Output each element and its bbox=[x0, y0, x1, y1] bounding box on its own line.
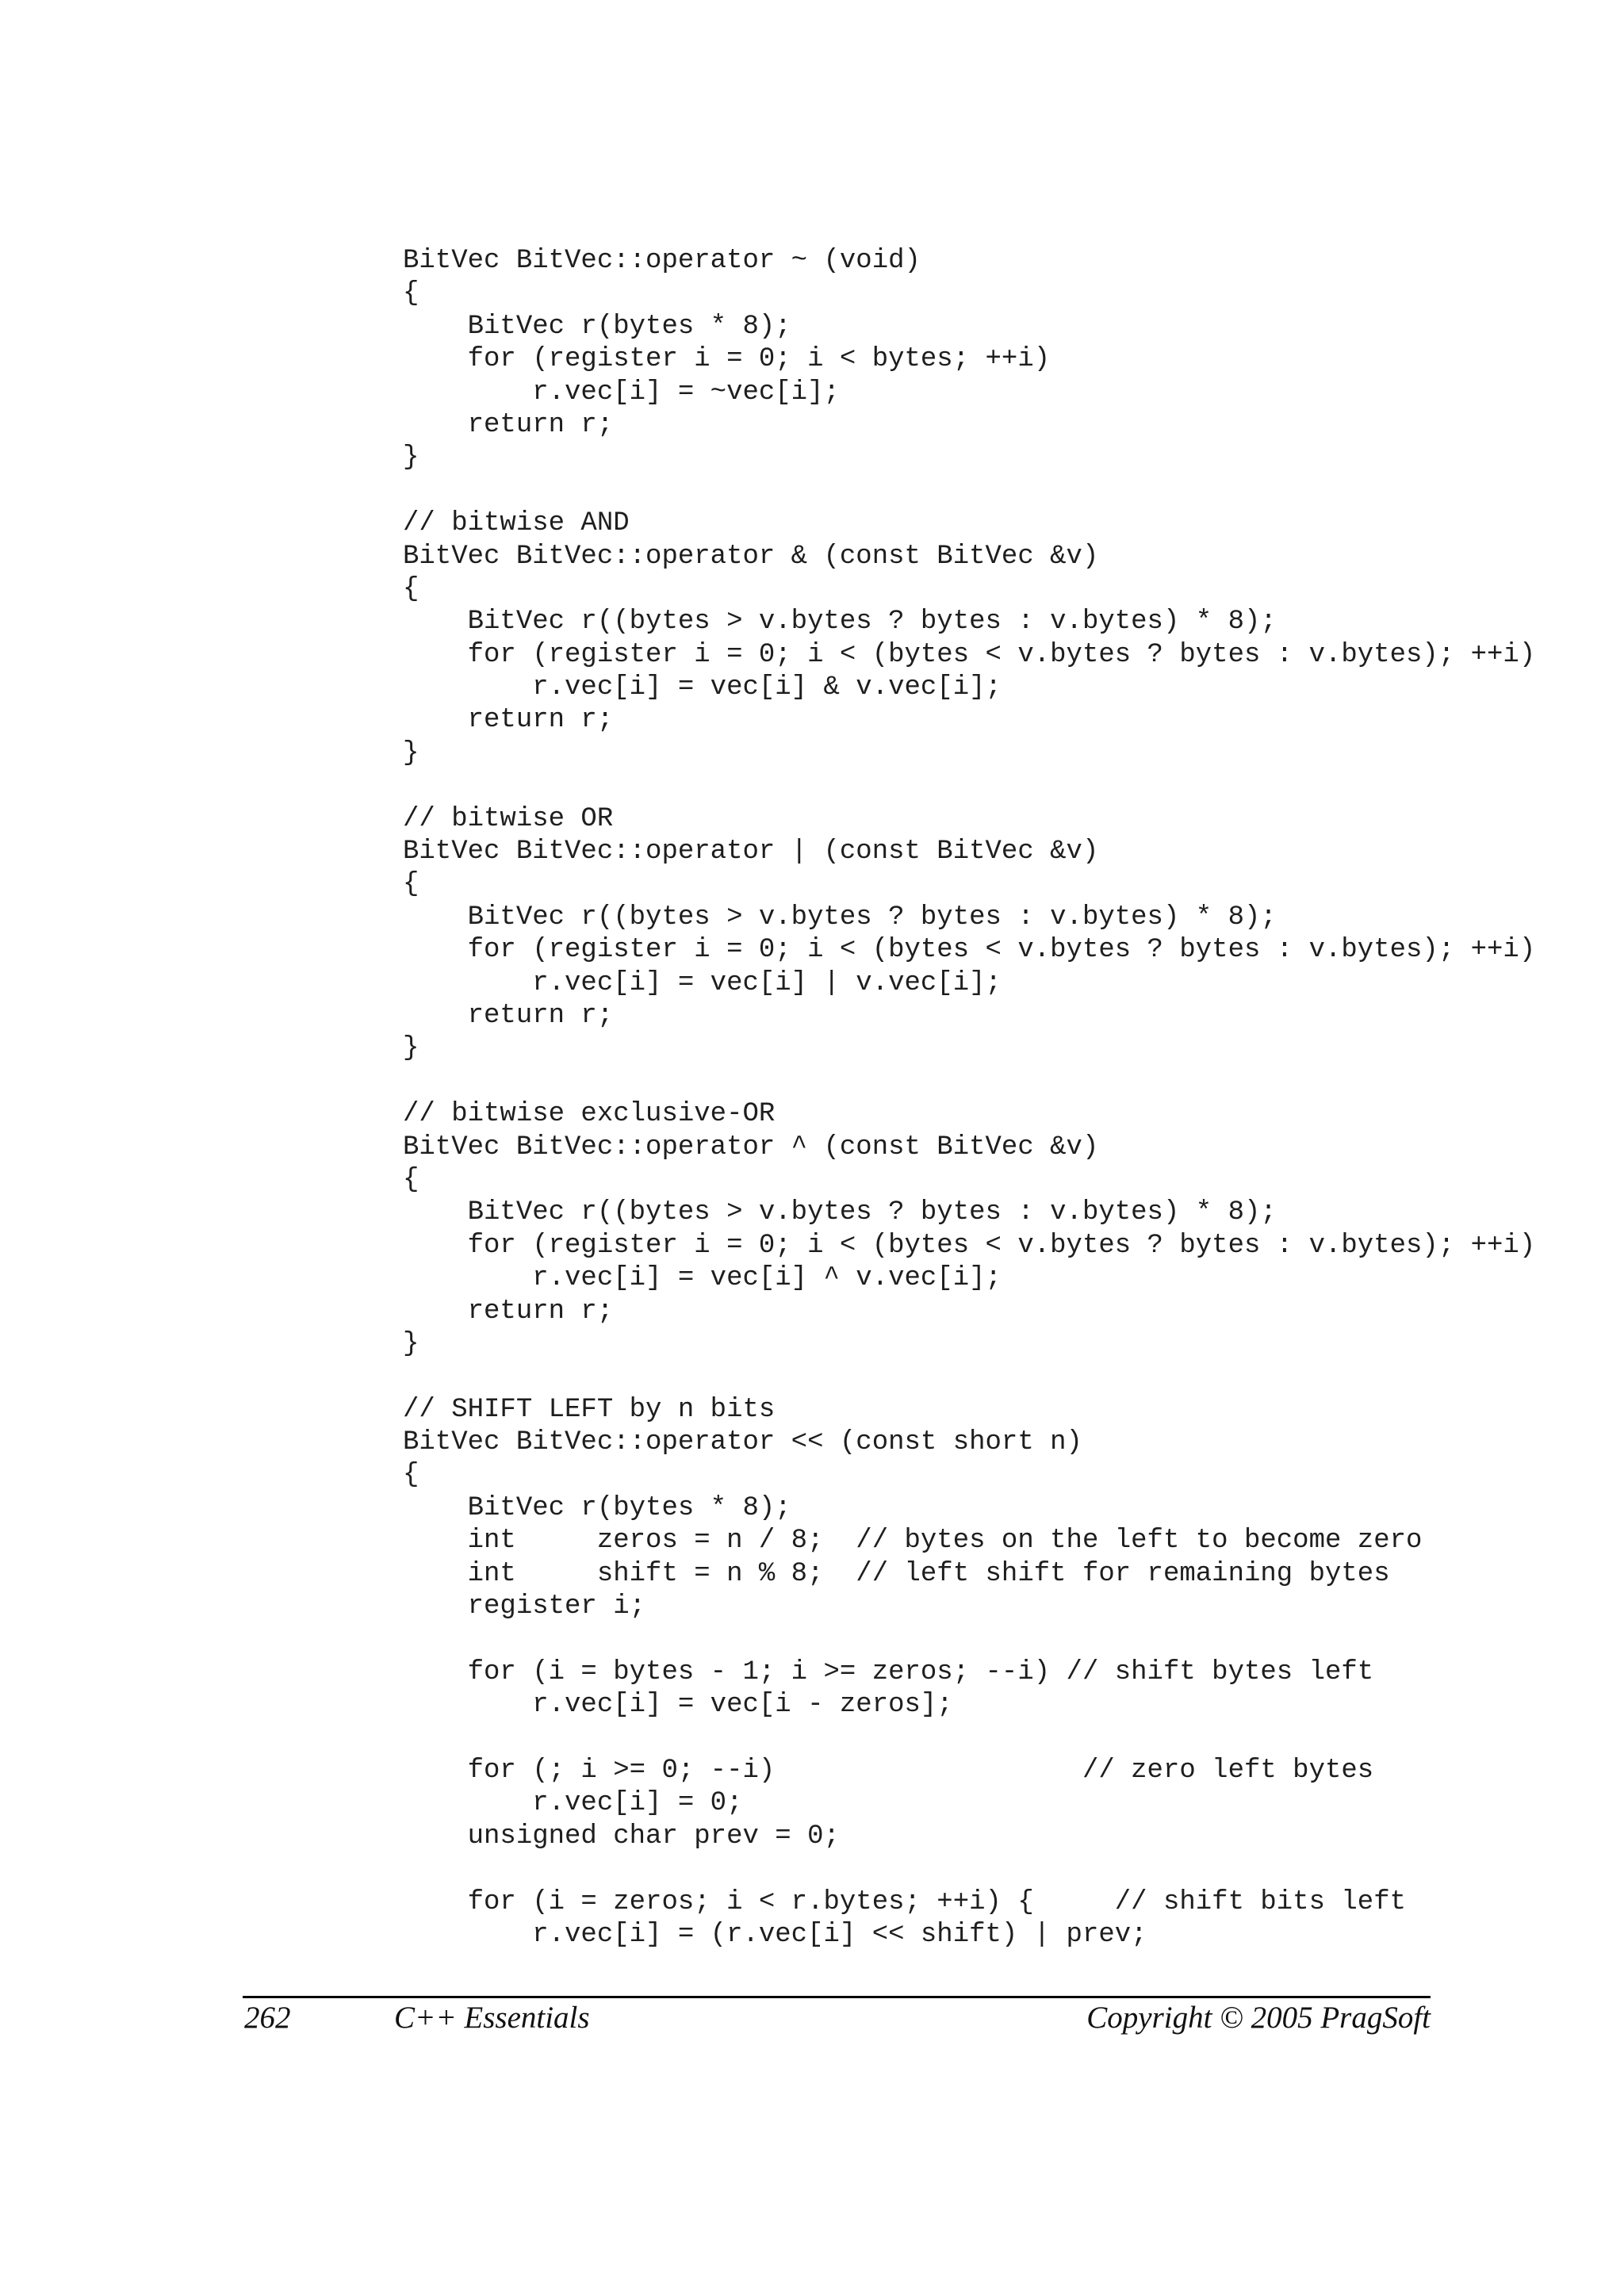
code-line: // bitwise AND bbox=[403, 508, 630, 539]
copyright-notice: Copyright © 2005 PragSoft bbox=[1086, 2001, 1431, 2035]
code-line: BitVec BitVec::operator ~ (void) bbox=[403, 246, 921, 276]
code-line: // bitwise exclusive-OR bbox=[403, 1099, 776, 1130]
code-line: { bbox=[403, 573, 419, 604]
code-line: BitVec r((bytes > v.bytes ? bytes : v.bytes) * 8); bbox=[403, 1197, 1277, 1228]
code-line: r.vec[i] = 0; bbox=[403, 1788, 743, 1819]
code-line: for (register i = 0; i < (bytes < v.bytes ? bytes : v.bytes); ++i) bbox=[403, 639, 1536, 670]
book-title: C++ Essentials bbox=[394, 2001, 590, 2035]
code-listing bbox=[403, 245, 1535, 1951]
code-line: for (register i = 0; i < bytes; ++i) bbox=[403, 344, 1051, 375]
code-line: for (i = bytes - 1; i >= zeros; --i) // shift bytes left bbox=[403, 1656, 1374, 1687]
code-line: BitVec BitVec::operator ^ (const BitVec &v) bbox=[403, 1132, 1099, 1162]
code-line: for (; i >= 0; --i) // zero left bytes bbox=[403, 1755, 1374, 1786]
code-line: return r; bbox=[403, 705, 614, 736]
code-line: for (register i = 0; i < (bytes < v.bytes ? bytes : v.bytes); ++i) bbox=[403, 935, 1536, 966]
code-line: { bbox=[403, 1164, 419, 1195]
code-line: r.vec[i] = vec[i] ^ v.vec[i]; bbox=[403, 1263, 1002, 1294]
code-line bbox=[403, 475, 1535, 507]
code-line bbox=[403, 1623, 1535, 1656]
code-line: } bbox=[403, 442, 419, 473]
code-line: { bbox=[403, 1460, 419, 1491]
code-line: } bbox=[403, 737, 419, 768]
code-line: int zeros = n / 8; // bytes on the left to become zero bbox=[403, 1526, 1423, 1557]
code-line: BitVec r(bytes * 8); bbox=[403, 311, 791, 342]
code-line: BitVec r((bytes > v.bytes ? bytes : v.bytes) * 8); bbox=[403, 607, 1277, 638]
code-line: r.vec[i] = vec[i - zeros]; bbox=[403, 1690, 953, 1721]
code-line: BitVec r(bytes * 8); bbox=[403, 1492, 791, 1523]
code-line: register i; bbox=[403, 1591, 646, 1622]
code-line: r.vec[i] = (r.vec[i] << shift) | prev; bbox=[403, 1919, 1147, 1950]
code-line: r.vec[i] = ~vec[i]; bbox=[403, 377, 840, 408]
code-line: // SHIFT LEFT by n bits bbox=[403, 1394, 776, 1425]
code-line bbox=[403, 1066, 1535, 1098]
code-line: { bbox=[403, 278, 419, 309]
code-line bbox=[403, 1361, 1535, 1393]
code-line: BitVec BitVec::operator & (const BitVec &v) bbox=[403, 541, 1099, 572]
code-line: BitVec BitVec::operator << (const short n) bbox=[403, 1427, 1082, 1458]
code-line: } bbox=[403, 1033, 419, 1064]
code-line: return r; bbox=[403, 1296, 614, 1327]
code-line: BitVec r((bytes > v.bytes ? bytes : v.bytes) * 8); bbox=[403, 902, 1277, 933]
code-line: for (i = zeros; i < r.bytes; ++i) { // shift bits left bbox=[403, 1886, 1407, 1917]
code-line bbox=[403, 1722, 1535, 1755]
code-line bbox=[403, 1853, 1535, 1886]
code-line: for (register i = 0; i < (bytes < v.bytes ? bytes : v.bytes); ++i) bbox=[403, 1230, 1536, 1261]
code-line: return r; bbox=[403, 409, 614, 440]
footer-divider bbox=[243, 1996, 1431, 1998]
code-line: unsigned char prev = 0; bbox=[403, 1821, 840, 1852]
code-line: r.vec[i] = vec[i] & v.vec[i]; bbox=[403, 672, 1002, 703]
code-line: { bbox=[403, 869, 419, 900]
code-line: int shift = n % 8; // left shift for remaining bytes bbox=[403, 1558, 1390, 1589]
code-line: BitVec BitVec::operator | (const BitVec &v) bbox=[403, 837, 1099, 867]
code-line: return r; bbox=[403, 1000, 614, 1031]
page-number: 262 bbox=[244, 2001, 291, 2035]
code-line: // bitwise OR bbox=[403, 803, 614, 834]
code-line bbox=[403, 770, 1535, 802]
code-line: r.vec[i] = vec[i] | v.vec[i]; bbox=[403, 967, 1002, 998]
code-line: } bbox=[403, 1328, 419, 1359]
